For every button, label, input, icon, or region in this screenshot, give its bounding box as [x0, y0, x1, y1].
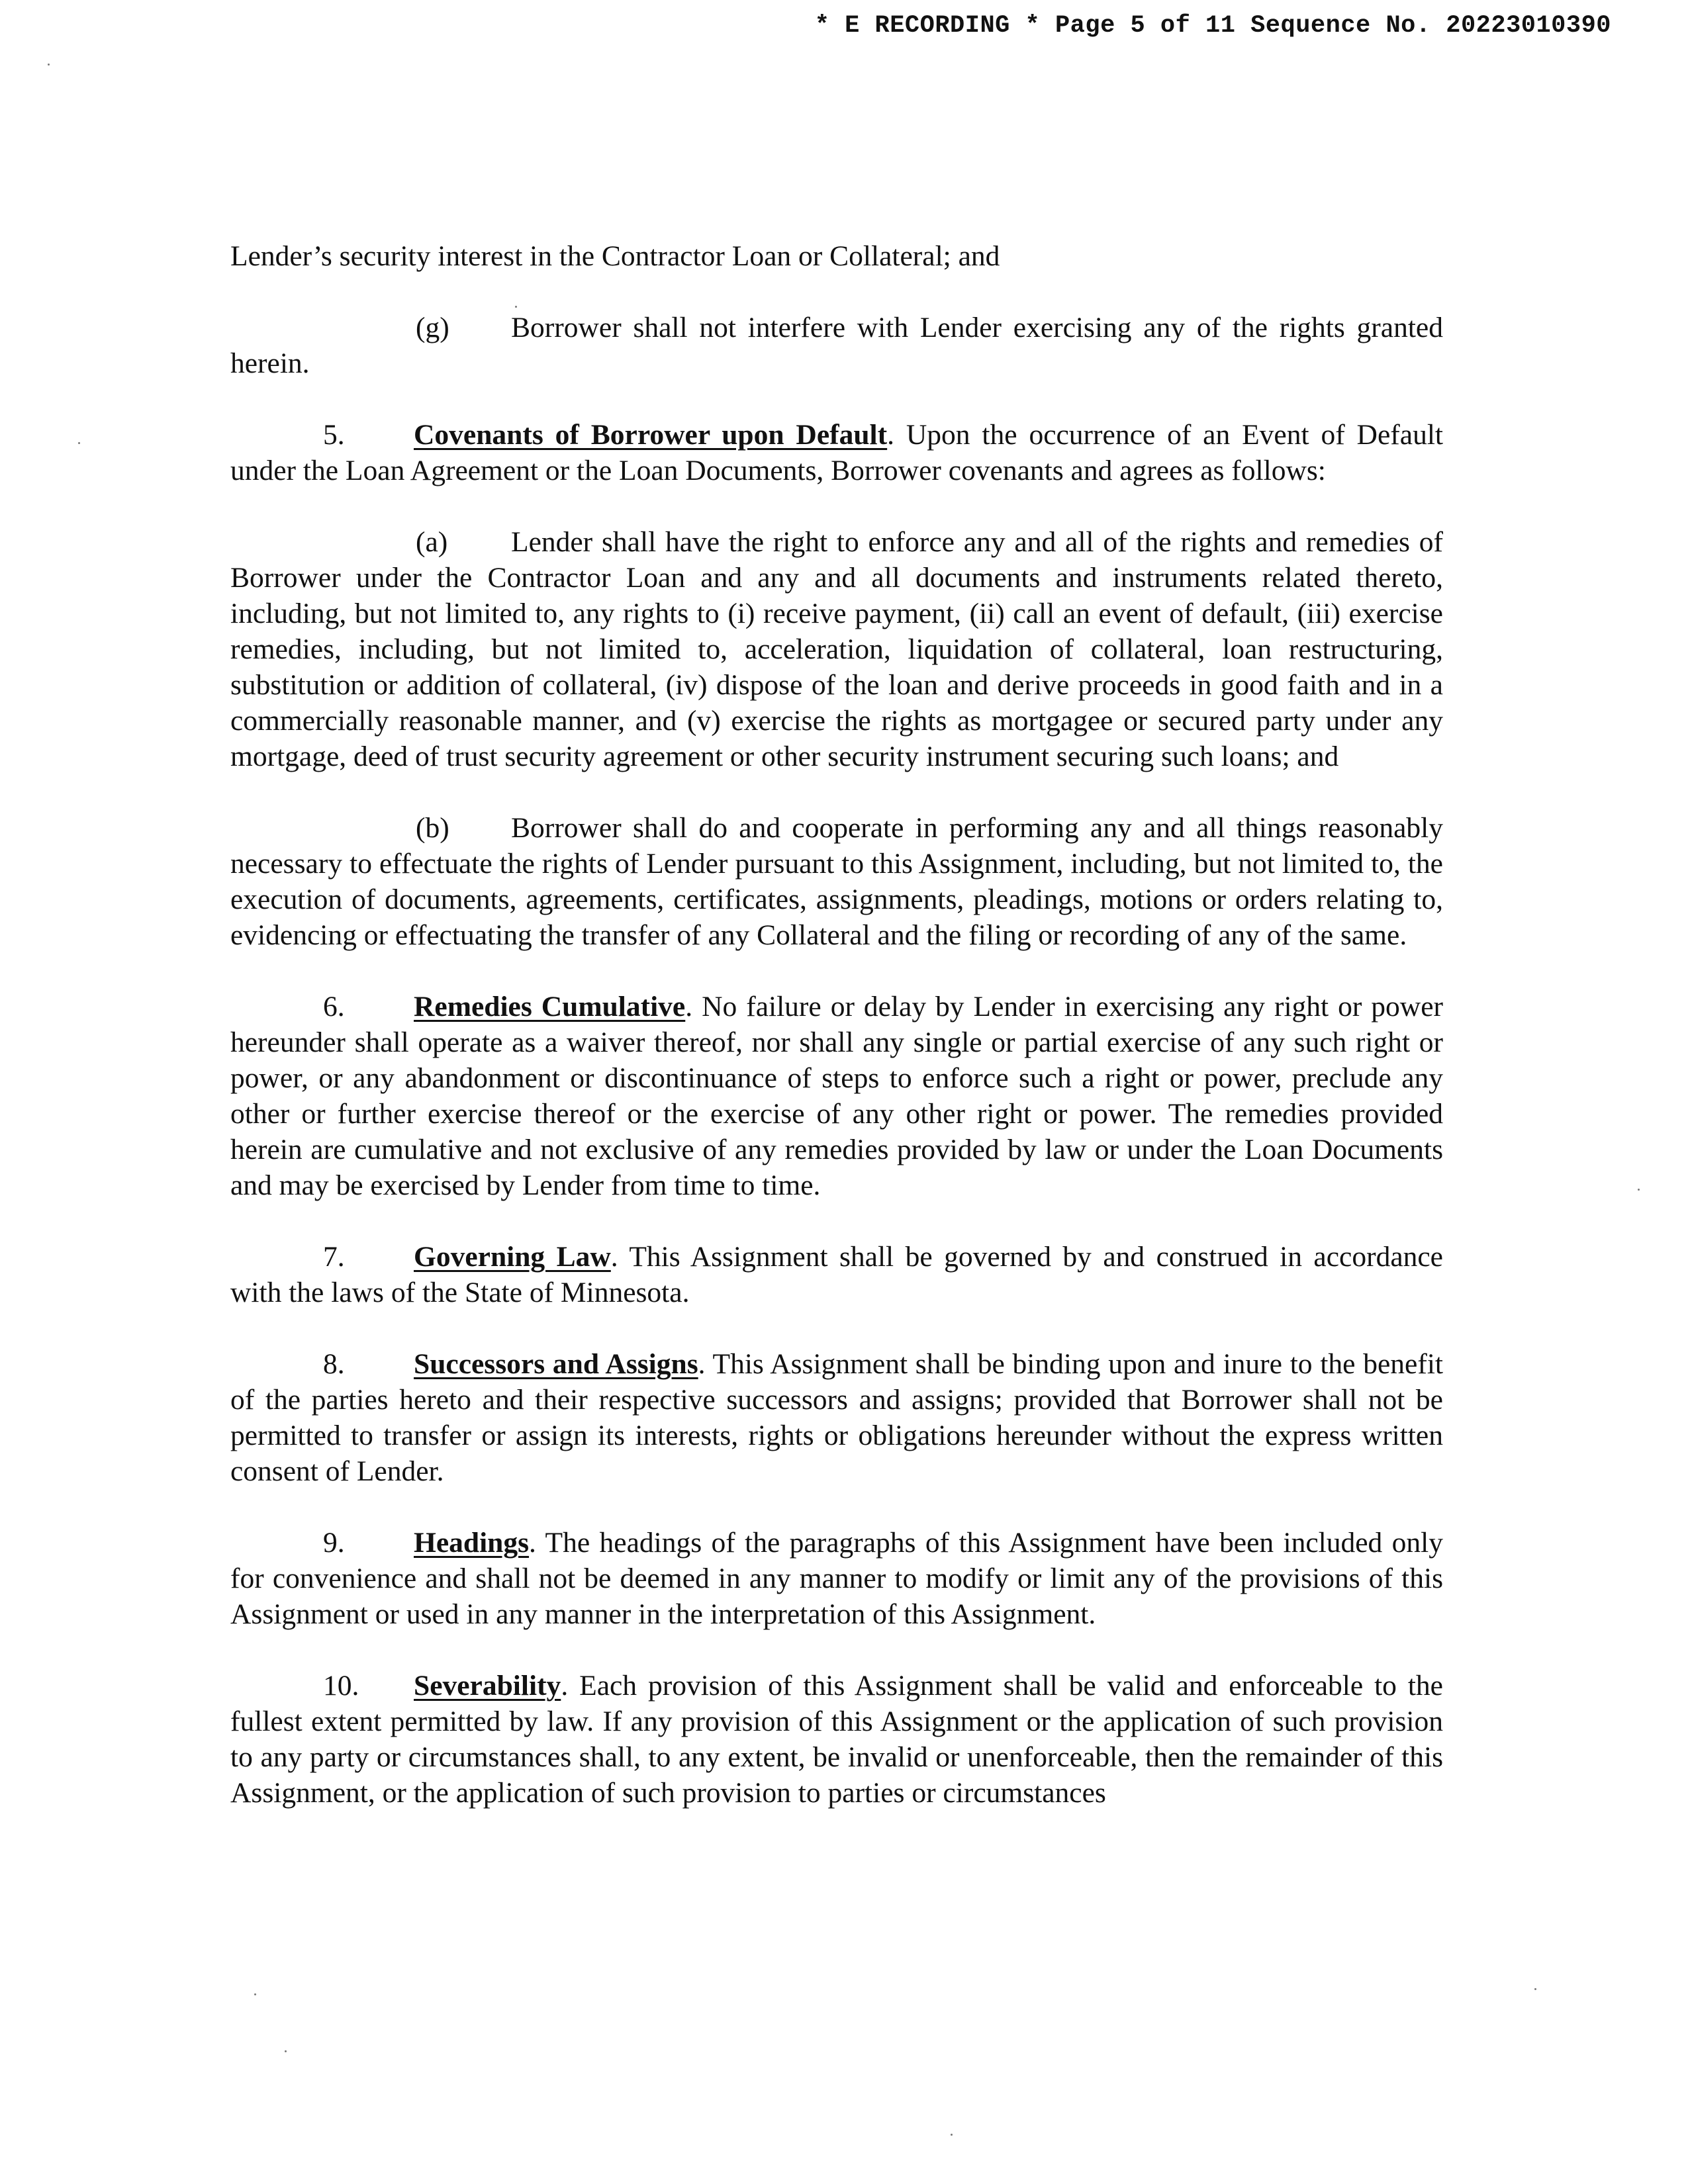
item-g-label: (g)	[416, 312, 449, 343]
section-9-heading: Headings	[414, 1527, 530, 1559]
section-8-text: . This Assignment shall be binding upon and inure to the benefit of the parties hereto and their respective successors and assigns; provided that Borrower shall not be permitted to transfer or assign its interests, rights or obligations hereunder without the express written consent of Lender.	[230, 1348, 1443, 1487]
scan-speck	[951, 2134, 953, 2136]
item-b-label: (b)	[416, 812, 449, 844]
section-8-heading: Successors and Assigns	[414, 1348, 698, 1380]
section-5-text: . Upon the occurrence of an Event of Default under the Loan Agreement or the Loan Documents, Borrower covenants and agrees as follows:	[230, 419, 1443, 486]
section-8-paragraph	[230, 1346, 1443, 1489]
section-5-number: 5.	[323, 419, 345, 451]
recording-header: * E RECORDING * Page 5 of 11 Sequence No. 20223010390	[814, 12, 1611, 40]
section-7-heading: Governing Law	[414, 1241, 611, 1273]
section-6-paragraph	[230, 989, 1443, 1203]
scan-speck	[515, 306, 517, 308]
scan-speck	[254, 1993, 256, 1995]
section-9-paragraph	[230, 1525, 1443, 1632]
item-b-paragraph	[230, 810, 1443, 953]
continuation-paragraph: Lender’s security interest in the Contractor Loan or Collateral; and	[230, 240, 1000, 272]
section-9-number: 9.	[323, 1527, 345, 1559]
section-5-heading: Covenants of Borrower upon Default	[414, 419, 888, 451]
item-a-text: Lender shall have the right to enforce any and all of the rights and remedies of Borrower under the Contractor Loan and any and all documents and instruments related thereto, including, but not limited to, any rights to (i) receive payment, (ii) call an event of default, (iii) exercise remedies, including, but not limited to, acceleration, liquidation of collateral, loan restructuring, substitution or addition of collateral, (iv) dispose of the loan and derive proceeds in good faith and in a commercially reasonable manner, and (v) exercise the rights as mortgagee or secured party under any mortgage, deed of trust security agreement or other security instrument securing such loans; and	[230, 526, 1443, 772]
scan-speck	[1638, 1189, 1640, 1191]
document-body	[230, 238, 1443, 1811]
item-a-label: (a)	[416, 526, 448, 558]
section-10-paragraph	[230, 1668, 1443, 1811]
item-b-text: Borrower shall do and cooperate in performing any and all things reasonably necessary to effectuate the rights of Lender pursuant to this Assignment, including, but not limited to, the execution of documents, agreements, certificates, assignments, pleadings, motions or orders relating to, evidencing or effectuating the transfer of any Collateral and the filing or recording of any of the same.	[230, 812, 1443, 951]
section-6-text: . No failure or delay by Lender in exercising any right or power hereunder shall operate as a waiver thereof, nor shall any single or partial exercise of any such right or power, or any abandonment or discontinuance of steps to enforce such a right or power, preclude any other or further exercise thereof or the exercise of any other right or power. The remedies provided herein are cumulative and not exclusive of any remedies provided by law or under the Loan Documents and may be exercised by Lender from time to time.	[230, 991, 1443, 1201]
scan-speck	[285, 2050, 287, 2052]
section-6-heading: Remedies Cumulative	[414, 991, 686, 1023]
section-9-text: . The headings of the paragraphs of this Assignment have been included only for convenience and shall not be deemed in any manner to modify or limit any of the provisions of this Assignment or used in any manner in the interpretation of this Assignment.	[230, 1527, 1443, 1630]
section-7-text: . This Assignment shall be governed by and construed in accordance with the laws of the State of Minnesota.	[230, 1241, 1443, 1308]
section-10-number: 10.	[323, 1670, 359, 1702]
section-10-heading: Severability	[414, 1670, 561, 1702]
section-7-number: 7.	[323, 1241, 345, 1273]
scan-speck	[78, 442, 80, 444]
section-10-text: . Each provision of this Assignment shall be valid and enforceable to the fullest extent permitted by law. If any provision of this Assignment or the application of such provision to any party or circumstances shall, to any extent, be invalid or unenforceable, then the remainder of this Assignment, or the application of such provision to parties or circumstances	[230, 1670, 1443, 1809]
section-6-number: 6.	[323, 991, 345, 1023]
item-g-paragraph	[230, 310, 1443, 381]
section-7-paragraph	[230, 1239, 1443, 1310]
section-5-paragraph	[230, 417, 1443, 488]
section-8-number: 8.	[323, 1348, 345, 1380]
scan-speck	[1534, 1988, 1536, 1990]
item-a-paragraph	[230, 524, 1443, 774]
scan-speck	[48, 64, 50, 66]
item-g-text: Borrower shall not interfere with Lender exercising any of the rights granted herein.	[230, 312, 1443, 379]
